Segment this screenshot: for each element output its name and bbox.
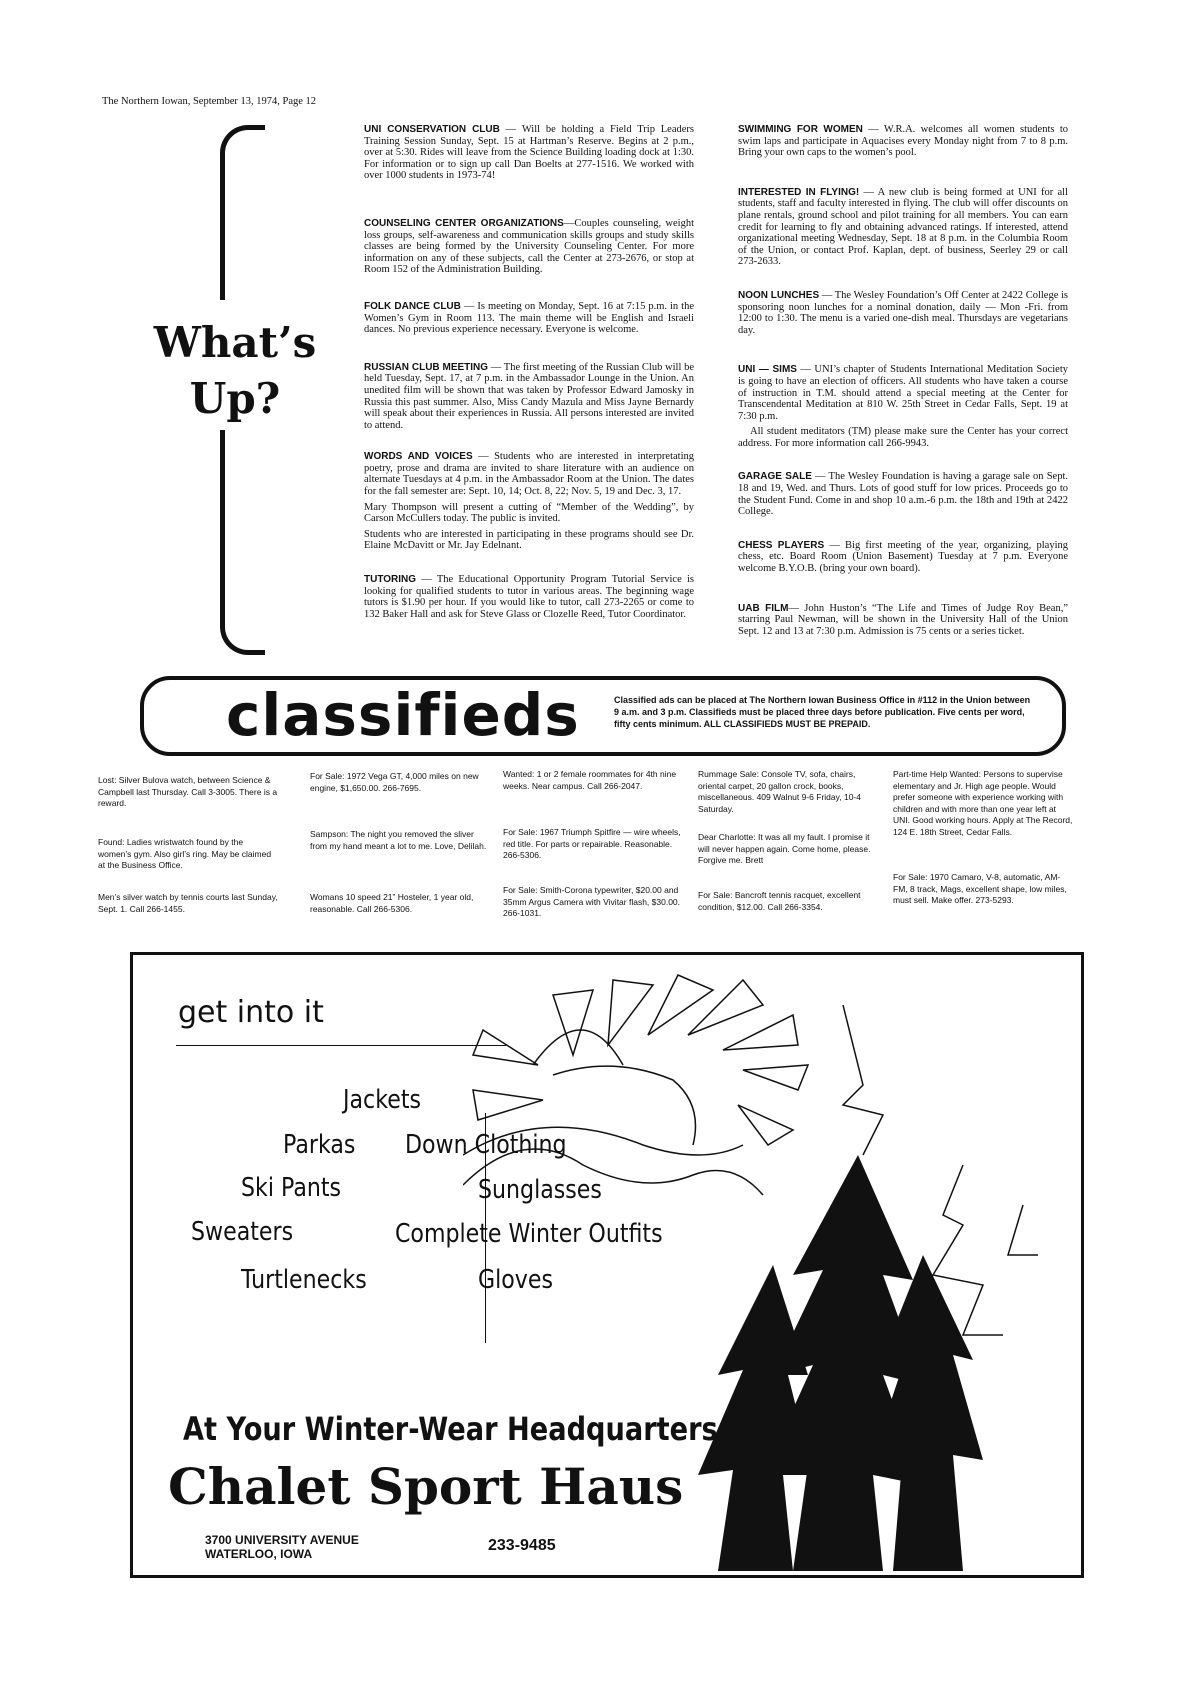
- tagline-underline: [176, 1045, 506, 1046]
- classified-ad: Found: Ladies wristwatch found by the women’s gym. Also girl’s ring. May be claimed at the Business Office.: [98, 837, 272, 870]
- event-body: — The Wesley Foundation’s Off Center at 2422 College is sponsoring noon lunches for a nominal donation, daily — Mon -Fri. from 12:00 to 1:30. The menu is a varied one-dish meal. Thursdays are vegetarians day.: [738, 289, 1068, 336]
- event-body: — John Huston’s “The Life and Times of Judge Roy Bean,” starring Paul Newman, will be shown in the University Hall of the Union Sept. 12 and 13 at 7:30 p.m. Admission is 75 cents or a series ticket.: [738, 602, 1068, 637]
- ad-item-jackets: Jackets: [343, 1085, 422, 1115]
- event-heading: COUNSELING CENTER ORGANIZATIONS: [364, 217, 564, 229]
- event-body: — UNI’s chapter of Students International Meditation Society is going to have an election of officers. All students who have taken a course of instruction in T.M. should attend a special meeting at the Center for Transcendental Meditation at 810 W. 25th Street in Cedar Falls, Sept. 19 at 7:30 p.m.: [738, 364, 1068, 422]
- event-item: [364, 301, 694, 336]
- event-heading: TUTORING: [364, 574, 417, 586]
- classified-ad: For Sale: 1970 Camaro, V-8, automatic, AM-FM, 8 track, Mags, excellent shape, low miles, must sell. Make offer. 273-5293.: [893, 872, 1067, 905]
- store-phone: 233-9485: [488, 1537, 556, 1554]
- event-body: — Will be holding a Field Trip Leaders Training Session Sunday, Sept. 15 at Hartman’s Reserve. Begins at 2 p.m., over at 5:30. Rides will leave from the Science Building loading dock at 1:30. For information or to sign up call Dan Boelts at 277-1516. We worked with over 1000 students in 1973-74!: [364, 124, 694, 182]
- event-body: — Is meeting on Monday, Sept. 16 at 7:15 p.m. in the Women’s Gym in Room 113. The main theme will be English and Israeli dances. No previous experience necessary. Everyone is welcome.: [364, 300, 694, 336]
- classified-ad: For Sale: Smith-Corona typewriter, $20.00 and 35mm Argus Camera with Vivitar flash, $30.00. 266-1031.: [503, 885, 681, 918]
- event-body: — Big first meeting of the year, organizing, playing chess, etc. Board Room (Union Basement) Tuesday at 7 p.m. Everyone welcome B.Y.O.B. (bring your own board).: [738, 539, 1068, 575]
- event-note: Mary Thompson will present a cutting of “Member of the Wedding”, by Carson McCullers today. The public is invited.: [364, 501, 694, 525]
- ad-headline: At Your Winter-Wear Headquarters: [183, 1410, 718, 1448]
- ad-item-down-clothing: Down Clothing: [405, 1130, 567, 1160]
- address-line1: 3700 UNIVERSITY AVENUE: [205, 1533, 359, 1547]
- section-title-line1: What’s: [153, 318, 317, 367]
- event-heading: UAB FILM: [738, 602, 789, 614]
- ad-item-complete-outfits: Complete Winter Outfits: [395, 1219, 663, 1249]
- classified-ad: Part-time Help Wanted: Persons to supervise elementary and Jr. High age people. Would prefer someone with experience working with children and with more than one year left at UNI. Good working hours. Apply at The Record, 124 E. 18th Street, Cedar Falls.: [893, 769, 1073, 837]
- event-body: —Couples counseling, weight loss groups, self-awareness and communication skills groups and study skills classes are being formed by the University Counseling Center. For more information on any of these subjects, call the Center at 273-2676, or stop at Room 152 of the Administration Building.: [364, 217, 694, 276]
- event-item: [738, 540, 1068, 575]
- event-heading: CHESS PLAYERS: [738, 539, 825, 551]
- page-header: The Northern Iowan, September 13, 1974, Page 12: [102, 96, 317, 107]
- ad-item-ski-pants: Ski Pants: [241, 1173, 342, 1203]
- ad-item-parkas: Parkas: [283, 1130, 356, 1160]
- event-body: — W.R.A. welcomes all women students to swim laps and participate in Aquacises every Monday night from 7 to 8 p.m. Bring your own caps to the women’s pool.: [738, 124, 1068, 159]
- event-heading: NOON LUNCHES: [738, 289, 820, 301]
- classified-ad: Rummage Sale: Console TV, sofa, chairs, oriental carpet, 20 gallon crock, books, miscellaneous. 409 Walnut 9-6 Friday, 10-4 Saturday.: [698, 769, 861, 814]
- event-note: Students who are interested in participating in these programs should see Dr. Elaine McDavitt or Mr. Jay Edelnant.: [364, 528, 694, 552]
- event-item: [364, 218, 694, 276]
- event-item: [738, 124, 1068, 159]
- event-note: All student meditators (TM) please make sure the Center has your correct address. For more information call 266-9943.: [738, 426, 1068, 449]
- classified-ad: For Sale: 1972 Vega GT, 4,000 miles on new engine, $1,650.00. 266-7695.: [310, 771, 479, 793]
- event-body: — The Wesley Foundation is having a garage sale on Sept. 18 and 19, Wed. and Thurs. Lots of good stuff for low prices. Proceeds go to the Student Fund. Come in and shop 10 a.m.-6 p.m. the 18th and 19th at 2422 College.: [738, 471, 1068, 518]
- event-heading: INTERESTED IN FLYING!: [738, 186, 860, 198]
- event-item: [738, 290, 1068, 336]
- event-body: — Students who are interested in interpretating poetry, prose and drama are invited to share literature with an audience on alternate Tuesdays at 4 p.m. in the Ambassador Room at the Union. The dates for the fall semester are: Sept. 10, 14; Oct. 8, 22; Nov. 5, 19 and Dec. 3, 17.: [364, 451, 695, 498]
- bracket-top: [220, 125, 265, 300]
- store-address: [205, 1533, 359, 1561]
- events-column-right: [738, 124, 1068, 667]
- address-line2: WATERLOO, IOWA: [205, 1547, 313, 1561]
- ad-item-turtlenecks: Turtlenecks: [241, 1265, 367, 1295]
- classified-ad: Lost: Silver Bulova watch, between Science & Campbell last Thursday. Call 3-3005. There is a reward.: [98, 775, 278, 808]
- classified-ad: For Sale: 1967 Triumph Spitfire — wire wheels, red title. For parts or repairable. Reasonable. 266-5306.: [503, 827, 681, 860]
- event-item: [364, 451, 694, 552]
- classified-ad: Womans 10 speed 21” Hosteler, 1 year old, reasonable. Call 266-5306.: [310, 892, 474, 914]
- ad-item-gloves: Gloves: [478, 1265, 553, 1295]
- classified-ad: Sampson: The night you removed the sliver from my hand meant a lot to me. Love, Delilah.: [310, 829, 487, 851]
- classified-ad: Wanted: 1 or 2 female roommates for 4th nine weeks. Near campus. Call 266-2047.: [503, 769, 677, 791]
- event-item: [738, 187, 1068, 268]
- classified-ad: Dear Charlotte: It was all my fault. I promise it will never happen again. Come home, please. Forgive me. Brett: [698, 832, 871, 865]
- ad-item-sunglasses: Sunglasses: [478, 1175, 602, 1205]
- event-heading: GARAGE SALE: [738, 471, 812, 483]
- event-item: [738, 364, 1068, 449]
- event-item: [364, 362, 694, 432]
- chalet-advertisement: [130, 952, 1084, 1578]
- event-heading: RUSSIAN CLUB MEETING: [364, 361, 489, 373]
- section-title: [140, 315, 330, 427]
- section-title-line2: Up?: [189, 374, 281, 423]
- event-body: — The Educational Opportunity Program Tutorial Service is looking for qualified students to tutor in various areas. The beginning wage tutors is $1.90 per hour. If you would like to tutor, call 273-2265 or come to 132 Baker Hall and ask for Steve Glass or Clozelle Reed, Tutor Coordinator.: [364, 574, 694, 620]
- classified-ad: For Sale: Bancroft tennis racquet, excellent condition, $12.00. Call 266-3354.: [698, 890, 861, 912]
- event-heading: UNI — SIMS: [738, 364, 797, 376]
- event-item: [364, 124, 694, 182]
- event-item: [738, 471, 1068, 517]
- ad-tagline: get into it: [178, 995, 324, 1030]
- classifieds-grid: [98, 769, 1103, 945]
- event-item: [738, 603, 1068, 638]
- event-item: [364, 574, 694, 620]
- classified-ad: Men’s silver watch by tennis courts last Sunday, Sept. 1. Call 266-1455.: [98, 892, 278, 914]
- events-column-middle: [364, 124, 694, 650]
- ad-item-sweaters: Sweaters: [191, 1217, 294, 1247]
- event-body: — A new club is being formed at UNI for all students, staff and faculty interested in flying. The club will offer discounts on plane rentals, ground school and pilot training for all members. You can earn credit for learning to fly and obtaining advanced ratings. If interested, attend organizational meeting Wednesday, Sept. 18 at 8 p.m. in the Columbia Room of the Union, or contact Prof. Kaplan, dept. of business, Seerley 29 or call 273-2633.: [738, 186, 1069, 268]
- event-heading: UNI CONSERVATION CLUB: [364, 124, 500, 135]
- classifieds-title: classifieds: [226, 681, 580, 749]
- classifieds-banner: [140, 676, 1066, 756]
- bracket-bottom: [220, 430, 265, 655]
- event-heading: WORDS AND VOICES: [364, 451, 473, 463]
- classifieds-info: Classified ads can be placed at The Northern Iowan Business Office in #112 in the Union between 9 a.m. and 3 p.m. Classifieds must be placed three days before publication. Five cents per word, fifty cents minimum. ALL CLASSIFIEDS MUST BE PREPAID.: [614, 695, 1031, 729]
- store-name: Chalet Sport Haus: [168, 1457, 684, 1516]
- event-heading: FOLK DANCE CLUB: [364, 300, 461, 312]
- event-heading: SWIMMING FOR WOMEN: [738, 124, 863, 135]
- event-body: — The first meeting of the Russian Club will be held Tuesday, Sept. 17, at 7 p.m. in the Ambassador Lounge in the Union. An unedited film will be shown that was taken by Professor Edward Jamosky in Russia this past summer. Also, Miss Candy Mazula and Miss Jayne Bernardy will speak about their experiences in Russia. All persons interested are invited to attend.: [364, 361, 694, 431]
